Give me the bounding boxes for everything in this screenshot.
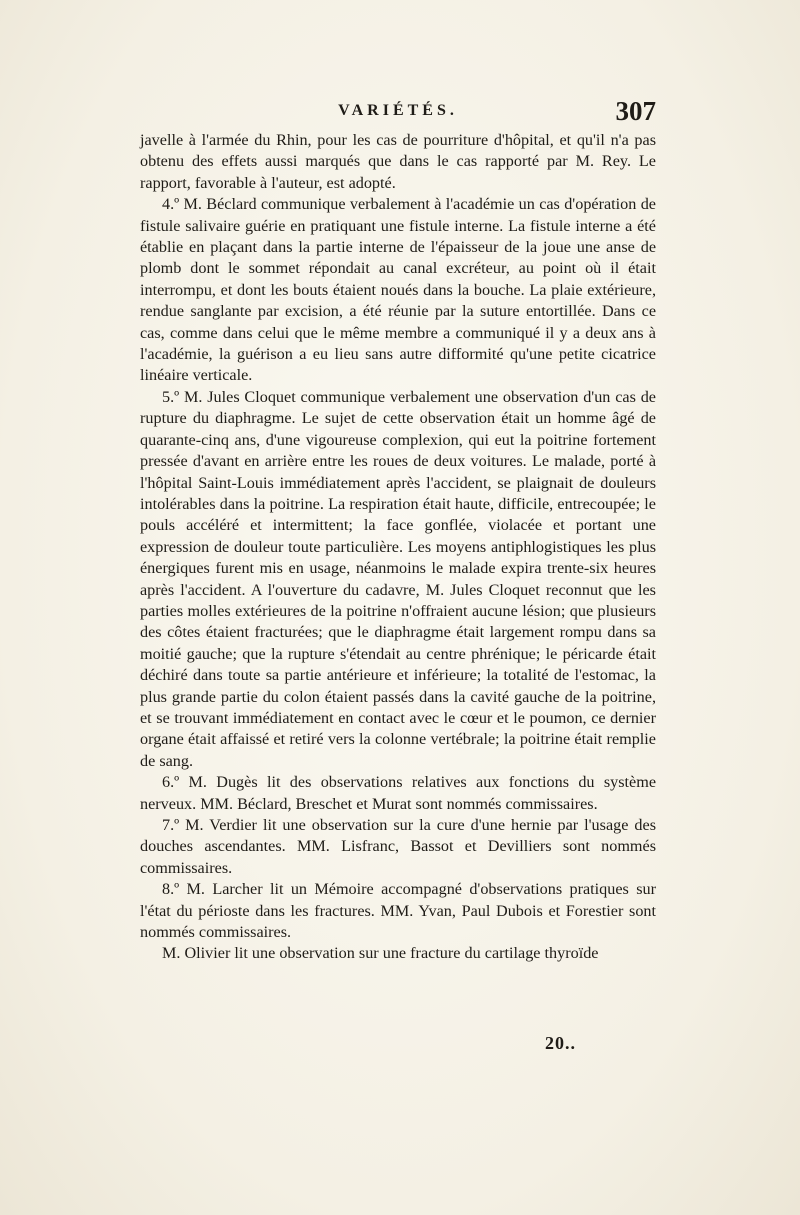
paragraph-item-8: 8.º M. Larcher lit un Mémoire accompagné d'observations pratiques sur l'état du périoste dans les fractures. MM. Yvan, Paul Dubois et Forestier sont nommés commissaires. (140, 880, 656, 942)
page-number: 307 (615, 96, 656, 126)
page-header (140, 96, 656, 130)
signature-mark: 20.. (545, 1033, 576, 1053)
paragraph-item-6: 6.º M. Dugès lit des observations relatives aux fonctions du système nerveux. MM. Béclard, Breschet et Murat sont nommés commissaires. (140, 773, 656, 813)
paragraph-item-5: 5.º M. Jules Cloquet communique verbalement une observation d'un cas de rupture du diaphragme. Le sujet de cette observation était un homme âgé de quarante-cinq ans, d'une vigoureuse complexion, qui eut la poitrine fortement pressée d'avant en arrière entre les roues de deux voitures. Le malade, porté à l'hôpital Saint-Louis immédiatement après l'accident, se plaignait de douleurs intolérables dans la poitrine. La respiration était haute, difficile, entrecoupée; le pouls accéléré et intermittent; la face gonflée, violacée et portant une expression de douleur toute particulière. Les moyens antiphlogistiques les plus énergiques furent mis en usage, néanmoins le malade expira trente-six heures après l'accident. A l'ouverture du cadavre, M. Jules Cloquet reconnut que les parties molles extérieures de la poitrine n'offraient aucune lésion; que plusieurs des côtes étaient fracturées; que le diaphragme était largement rompu dans sa moitié gauche; que la rupture s'étendait au centre phrénique; le péricarde était déchiré dans toute sa partie antérieure et inférieure; la totalité de l'estomac, la plus grande partie du colon étaient passés dans la cavité gauche de la poitrine, et se trouvant immédiatement en contact avec le cœur et le poumon, ce dernier organe était affaissé et retiré vers la colonne vertébrale; la poitrine était remplie de sang. (140, 387, 656, 770)
paragraph-item-7: 7.º M. Verdier lit une observation sur la cure d'une hernie par l'usage des douches ascendantes. MM. Lisfranc, Bassot et Devilliers sont nommés commissaires. (140, 816, 656, 877)
paragraph-item-4: 4.º M. Béclard communique verbalement à l'académie un cas d'opération de fistule salivaire guérie en pratiquant une fistule interne. La fistule interne a été établie en plaçant dans la partie interne de l'épaisseur de la joue une anse de plomb dont le sommet répondait au canal excréteur, au point où il était interrompu, et dont les bouts étaient noués dans la bouche. La plaie extérieure, rendue sanglante par excision, a été réunie par la suture entortillée. Dans ce cas, comme dans celui que le même membre a communiqué il y a deux ans à l'académie, la guérison a eu lieu sans autre difformité qu'une petite cicatrice linéaire verticale. (140, 195, 656, 385)
paragraph-continuation: javelle à l'armée du Rhin, pour les cas de pourriture d'hôpital, et qu'il n'a pas obtenu des effets aussi marqués que dans le cas rapporté par M. Rey. Le rapport, favorable à l'auteur, est adopté. (140, 131, 656, 192)
body-text (140, 130, 656, 965)
running-title: VARIÉTÉS. (338, 102, 458, 119)
paragraph-olivier: M. Olivier lit une observation sur une fracture du cartilage thyroïde (162, 944, 599, 963)
